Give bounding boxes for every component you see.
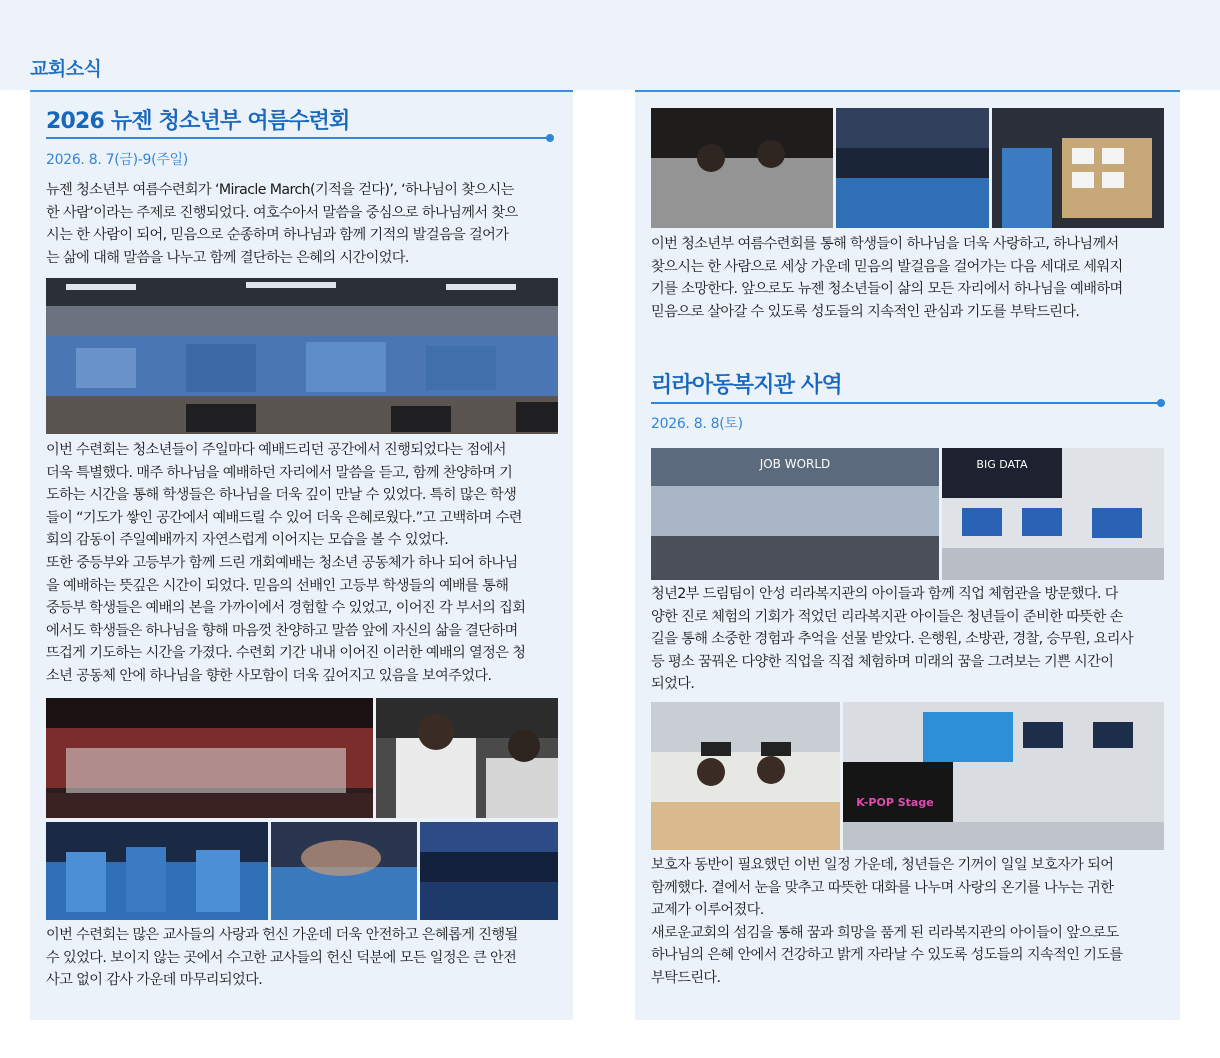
photo-poster-presentation (992, 108, 1164, 228)
kpop-sign: K-POP Stage (856, 796, 934, 809)
photo-worship-blue-shirts (46, 822, 268, 920)
right-column (635, 90, 1180, 1020)
article-title-welfare: 리라아동복지관 사역 (651, 373, 842, 398)
article-title-retreat: 2026 뉴젠 청소년부 여름수련회 (46, 109, 350, 134)
paragraph-retreat-intro: 뉴젠 청소년부 여름수련회가 ‘Miracle March(기적을 걷다)’, ‘하나님이 찾으시는 한 사람’이라는 주제로 진행되었다. 여호수아서 말씀을 중심으로 하나님께서 찾으 시는 한 사람이 되어, 믿음으로 순종하며 하나님과 함께 기적의 발걸음을 걸어가 는 삶에 대해 말씀을 나누고 함께 결단하는 은혜의 시간이었다. (46, 182, 518, 266)
title-rule (46, 137, 550, 139)
paragraph-retreat-body: 이번 수련회는 청소년들이 주일마다 예배드리던 공간에서 진행되었다는 점에서 더욱 특별했다. 매주 하나님을 예배하던 자리에서 말씀을 듣고, 함께 찬양하며 기 도하는 시간을 통해 학생들은 하나님을 더욱 깊이 만날 수 있었다. 특히 많은 학생 들이 “기도가 쌓인 공간에서 예배드릴 수 있어 더욱 은혜로웠다.”고 고백하며 수련 회의 감동이 주일예배까지 자연스럽게 이어지는 모습을 볼 수 있었다. 또한 중등부와 고등부가 함께 드린 개회예배는 청소년 공동체가 하나 되어 하나님 을 예배하는 뜻깊은 시간이 되었다. 믿음의 선배인 고등부 학생들의 예배를 통해 중등부 학생들은 예배의 본을 가까이에서 경험할 수 있었고, 이어진 각 부서의 집회 에서도 학생들은 하나님을 향해 마음껏 찬양하고 말씀 앞에 자신의 삶을 결단하며 뜨겁게 기도하는 시간을 가졌다. 수련회 기간 내내 이어진 이러한 예배의 열정은 청 소년 공동체 안에 하나님을 향한 사모함이 더욱 깊어지고 있음을 보여주었다. (46, 442, 526, 684)
photo-worship-crowd (420, 822, 558, 920)
article-date-welfare: 2026. 8. 8(토) (651, 416, 743, 432)
photo-prayer (376, 698, 558, 818)
photo-stage-crowd (836, 108, 989, 228)
photo-worship-hands (271, 822, 417, 920)
section-label: 교회소식 (30, 58, 102, 80)
paragraph-welfare-body: 청년2부 드림팀이 안성 리라복지관의 아이들과 함께 직업 체험관을 방문했다. 다 양한 진로 체험의 기회가 적었던 리라복지관 아이들은 청년들이 준비한 따뜻한 손 길을 통해 소중한 경험과 추억을 선물 받았다. 은행원, 소방관, 경찰, 승무원, 요리사 등 평소 꿈꿔온 다양한 직업을 직접 체험하며 미래의 꿈을 그려보는 기쁜 시간이 되었다. (651, 586, 1133, 693)
photo-group-auditorium (46, 278, 558, 434)
left-column (30, 90, 573, 1020)
jobworld-sign: JOB WORLD (759, 457, 831, 471)
photo-bigdata-room (942, 448, 1164, 580)
header-band (0, 0, 1220, 90)
bigdata-sign: BIG DATA (976, 458, 1028, 471)
photo-kpop-stage (843, 702, 1164, 850)
photo-worship-dance (46, 698, 373, 818)
paragraph-retreat-closing: 이번 청소년부 여름수련회를 통해 학생들이 하나님을 더욱 사랑하고, 하나님께서 찾으시는 한 사람으로 세상 가운데 믿음의 발걸음을 걸어가는 다음 세대로 세워지 기를 소망한다. 앞으로도 뉴젠 청소년들이 삶의 모든 자리에서 하나님을 예배하며 믿음으로 살아갈 수 있도록 성도들의 지속적인 관심과 기도를 부탁드린다. (651, 236, 1123, 320)
paragraph-welfare-closing: 보호자 동반이 필요했던 이번 일정 가운데, 청년들은 기꺼이 일일 보호자가 되어 함께했다. 곁에서 눈을 맞추고 따뜻한 대화를 나누며 사랑의 온기를 나누는 귀한 교제가 이루어졌다. 새로운교회의 섬김을 통해 꿈과 희망을 품게 된 리라복지관의 아이들이 앞으로도 하나님의 은혜 안에서 건강하고 밝게 자라날 수 있도록 성도들의 지속적인 기도를 부탁드린다. (651, 857, 1123, 986)
photo-students-worship (651, 108, 833, 228)
title-rule (651, 402, 1161, 404)
article-date-retreat: 2026. 8. 7(금)-9(주일) (46, 152, 188, 168)
paragraph-retreat-teachers: 이번 수련회는 많은 교사들의 사랑과 헌신 가운데 더욱 안전하고 은혜롭게 진행될 수 있었다. 보이지 않는 곳에서 수고한 교사들의 헌신 덕분에 모든 일정은 큰 안전 사고 없이 감사 가운데 마무리되었다. (46, 927, 518, 989)
photo-jobworld-group (651, 448, 939, 580)
photo-children-booth (651, 702, 840, 850)
